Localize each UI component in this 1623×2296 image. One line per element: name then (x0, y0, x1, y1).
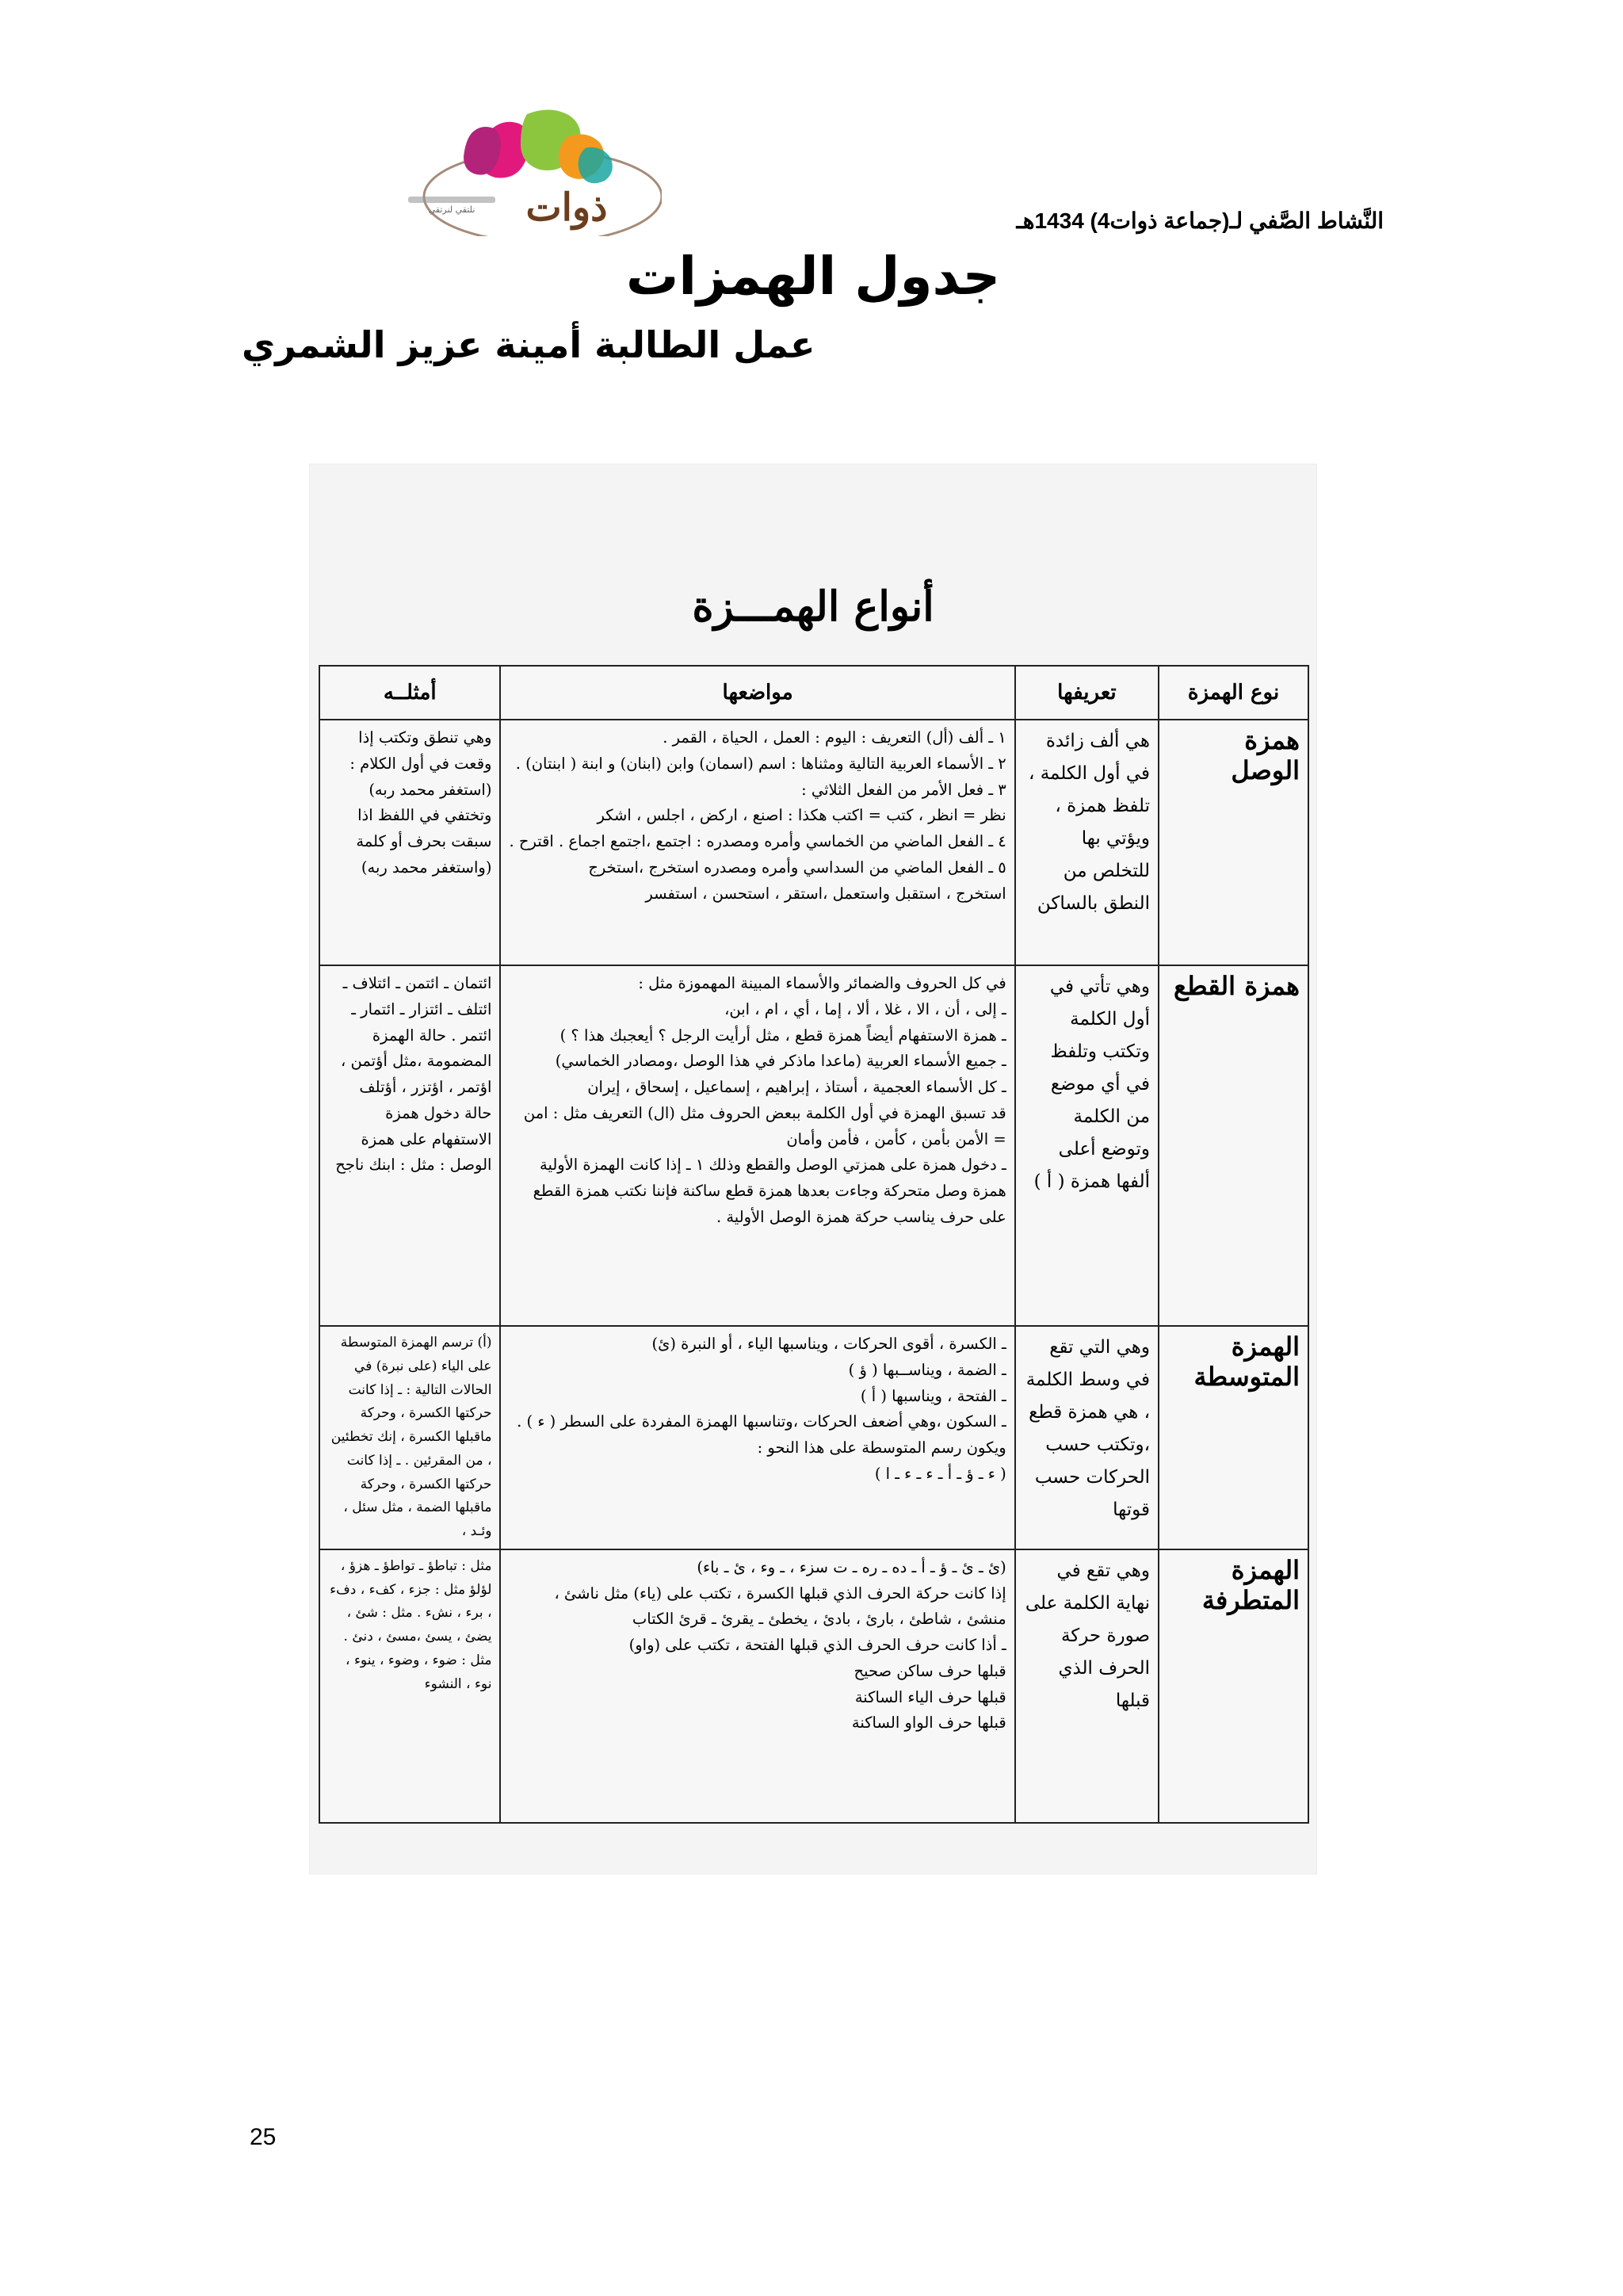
position-line: ـ كل الأسماء العجمية ، أستاذ ، إبراهيم ، إسماعيل ، إسحاق ، إيران (587, 1078, 1006, 1096)
position-line: ويكون رسم المتوسطة على هذا النحو : (757, 1438, 1006, 1457)
position-line: ( ء ـ ؤ ـ أ ـ ء ـ ء ـ ا ) (874, 1464, 1006, 1483)
position-line: نظر = انظر ، كتب = اكتب هكذا : اصنع ، اركض ، اجلس ، اشكر (597, 806, 1006, 825)
page-title: جدول الهمزات (626, 246, 1001, 307)
position-line: ـ الكسرة ، أقوى الحركات ، ويناسبها الياء ، أو النبرة (ئ) (651, 1335, 1006, 1353)
row-positions (500, 720, 1014, 965)
position-line: في كل الحروف والضمائر والأسماء المبينة المهموزة مثل : (638, 974, 1006, 992)
logo-tagline: نلتقي لنرتقي (428, 204, 475, 215)
position-line: (ئ ـ ئ ـ ؤ ـ أ ـ ده ـ ره ـ ت سزء ، ـ وء ، ئ ـ باء) (697, 1557, 1006, 1576)
position-line: ـ أذا كانت حرف الحرف الذي قبلها الفتحة ، تكتب على (واو) (628, 1636, 1006, 1654)
row-type: همزة الوصل (1159, 720, 1308, 965)
row-positions (500, 965, 1014, 1326)
position-line: ٥ ـ الفعل الماضي من السداسي وأمره ومصدره استخرج ،استخرج (588, 858, 1006, 877)
row-examples: (أ) ترسم الهمزة المتوسطة على الياء (على نبرة) في الحالات التالية : ـ إذا كانت حركتها الكسرة ، وحركة ماقبلها الكسرة ، إنك تخطئين ، من المقرئين . ـ إذا كانت حركتها الكسرة ، وحركة ماقبلها الضمة ، مثل سئل ، وئـد ، (319, 1326, 500, 1549)
table-row (319, 720, 1308, 965)
position-line: إذا كانت حركة الحرف الذي قبلها الكسرة ، تكتب على (ياء) مثل ناشئ ، (554, 1584, 1006, 1603)
position-line: ـ السكون ،وهي أضعف الحركات ،وتناسبها الهمزة المفردة على السطر ( ء ) . (517, 1412, 1006, 1431)
position-line: ٣ ـ فعل الأمر من الفعل الثلاثي : (801, 780, 1006, 799)
scan-heading: أنواع الهمـــزة (692, 583, 934, 631)
table-row (319, 1549, 1308, 1823)
position-line: قبلها حرف الواو الساكنة (851, 1713, 1006, 1733)
row-definition: وهي تقع في نهاية الكلمة على صورة حركة الحرف الذي قبلها (1015, 1549, 1159, 1823)
row-examples: مثل : تباطؤ ـ تواطؤ ـ هزؤ ، لؤلؤ مثل : جزء ، كفء ، دفء ، برء ، نشء . مثل : شئ ، يضئ ، يسئ ،مسئ ، دنئ . مثل : ضوء ، وضوء ، ينوء ، نوء ، النشوء (319, 1549, 500, 1823)
position-line: منشئ ، شاطئ ، بارئ ، بادئ ، يخطئ ـ يقرئ ـ قرئ الكتاب (632, 1610, 1006, 1629)
column-header-type: نوع الهمزة (1159, 666, 1308, 720)
table-header-row (319, 666, 1308, 720)
dhawat-logo (400, 101, 662, 236)
row-definition: وهي التي تقع في وسط الكلمة ، هي همزة قطع ،وتكتب حسب الحركات حسب قوتها (1015, 1326, 1159, 1549)
position-line: استخرج ، استقبل واستعمل ،استقر ، استحسن ، استفسر (645, 884, 1006, 903)
table-row (319, 965, 1308, 1326)
row-positions (500, 1326, 1014, 1549)
position-line: ـ جميع الأسماء العربية (ماعدا ماذكر في هذا الوصل ،ومصادر الخماسي) (555, 1052, 1006, 1071)
row-positions (500, 1549, 1014, 1823)
table-row (319, 1326, 1308, 1549)
hamza-types-table (319, 665, 1309, 1824)
author-line: عمل الطالبة أمينة عزيز الشمري (242, 323, 815, 366)
position-line: ـ دخول همزة على همزتي الوصل والقطع وذلك ١ ـ إذا كانت الهمزة الأولية همزة وصل متحركة وجاءت بعدها همزة قطع ساكنة فإننا نكتب همزة القطع على حرف يناسب حركة همزة الوصل الأولية . (533, 1156, 1006, 1226)
logo-figure-teal (579, 147, 613, 183)
row-type: همزة القطع (1159, 965, 1308, 1326)
position-line: قبلها حرف الياء الساكنة (854, 1687, 1006, 1706)
row-examples: ائتمان ـ ائتمن ـ ائتلاف ـ ائتلف ـ ائتزار ـ ائتمار ـ ائتمر . حالة الهمزة المضمومة ،مثل أؤتمن ، اؤتمر ، اؤتزر ، أؤتلف حالة دخول همزة الاستفهام على همزة الوصل : مثل : ابنك ناجح (319, 965, 500, 1326)
scanned-table-image (309, 464, 1317, 1874)
position-line: قد تسبق الهمزة في أول الكلمة ببعض الحروف مثل (ال) التعريف مثل : امن = الأمن بأمن ، كأمن ، فأمن وأمان (523, 1103, 1006, 1148)
row-type: الهمزة المتوسطة (1159, 1326, 1308, 1549)
position-line: ـ إلى ، أن ، الا ، غلا ، ألا ، إما ، أي ، ام ، ابن، (724, 999, 1006, 1018)
column-header-definition: تعريفها (1015, 666, 1159, 720)
page-number: 25 (250, 2124, 277, 2150)
logo-tagline-bar (408, 197, 495, 203)
position-line: ـ الضمة ، ويناســبها ( ؤ ) (848, 1360, 1006, 1379)
position-line: ـ همزة الاستفهام أيضاً همزة قطع ، مثل أرأيت الرجل ؟ أيعجبك هذا ؟ ) (559, 1026, 1006, 1045)
row-type: الهمزة المتطرفة (1159, 1549, 1308, 1823)
logo-text: ذوات (525, 185, 608, 230)
column-header-examples: أمثلــه (319, 666, 500, 720)
row-examples: وهي تنطق وتكتب إذا وقعت في أول الكلام :(استغفر محمد ربه) وتختفي في اللفظ اذا سبقت بحرف أو كلمة (واستغفر محمد ربه) (319, 720, 500, 965)
position-line: ٤ ـ الفعل الماضي من الخماسي وأمره ومصدره : اجتمع ،اجتمع اجماع . اقترح . (509, 832, 1006, 850)
position-line: قبلها حرف ساكن صحيح (854, 1661, 1006, 1680)
position-line: ١ ـ ألف (أل) التعريف : اليوم : العمل ، الحياة ، القمر . (663, 728, 1006, 747)
header-caption: النَّشاط الصَّفي لـ(جماعة ذوات4) 1434هـ (1016, 208, 1384, 233)
position-line: ٢ ـ الأسماء العربية التالية ومثناها : اسم (اسمان) وابن (ابنان) و ابنة ( ابنتان) . (515, 754, 1006, 773)
row-definition: وهي تأتي في أول الكلمة وتكتب وتلفظ في أي موضع من الكلمة وتوضع أعلى ألفها همزة ( أ ) (1015, 965, 1159, 1326)
position-line: ـ الفتحة ، ويناسبها ( أ ) (860, 1386, 1006, 1405)
row-definition: هي ألف زائدة في أول الكلمة ، تلفظ همزة ، ويؤتي بها للتخلص من النطق بالساكن (1015, 720, 1159, 965)
column-header-positions: مواضعها (500, 666, 1014, 720)
